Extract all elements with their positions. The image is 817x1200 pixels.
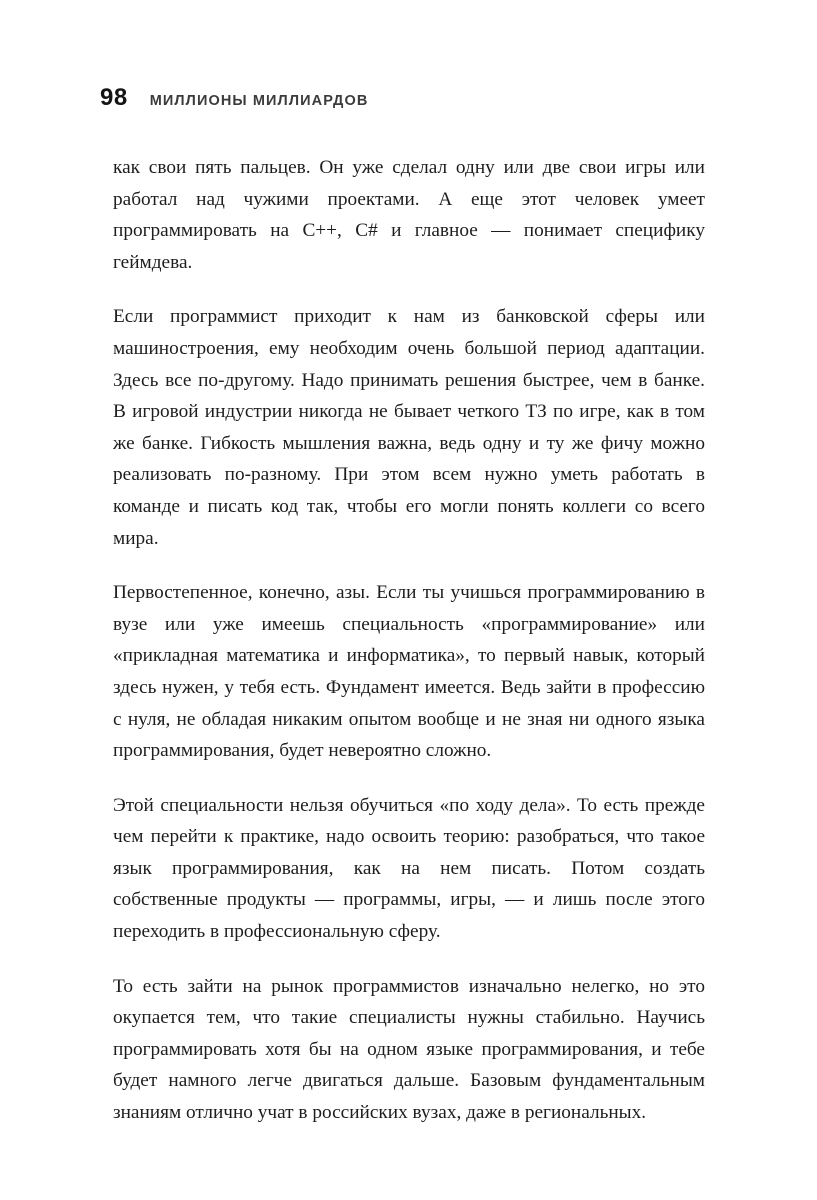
paragraph: Этой специальности нельзя обучиться «по ходу дела». То есть прежде чем перейти к практике, надо освоить теорию: разобраться, что такое язык программирования, как на нем писать. Потом создать собственные продукты — программы, игры, — и лишь после этого переходить в профессиональную сферу.	[113, 794, 705, 943]
paragraph: как свои пять пальцев. Он уже сделал одну или две свои игры или работал над чужими проектами. А еще этот человек умеет программировать на C++, C# и главное — понимает специфику геймдева.	[113, 157, 705, 273]
running-title: МИЛЛИОНЫ МИЛЛИАРДОВ	[149, 93, 369, 109]
paragraph: То есть зайти на рынок программистов изначально нелегко, но это окупается тем, что такие специалисты нужны стабильно. Научись программировать хотя бы на одном языке программирования, и тебе будет намного легче двигаться дальше. Базовым фундаментальным знаниям отлично учат в российских вузах, даже в региональных.	[113, 975, 705, 1124]
paragraph: Первостепенное, конечно, азы. Если ты учишься программированию в вузе или уже имеешь специальность «программирование» или «прикладная математика и информатика», то первый навык, который здесь нужен, у тебя есть. Фундамент имеется. Ведь зайти в профессию с нуля, не обладая никаким опытом вообще и не зная ни одного языка программирования, будет невероятно сложно.	[113, 582, 705, 762]
body-text	[113, 152, 705, 1129]
page-number: 98	[100, 84, 128, 111]
paragraph: Если программист приходит к нам из банковской сферы или машиностроения, ему необходим очень большой период адаптации. Здесь все по-другому. Надо принимать решения быстрее, чем в банке. В игровой индустрии никогда не бывает четкого ТЗ по игре, как в том же банке. Гибкость мышления важна, ведь одну и ту же фичу можно реализовать по-разному. При этом всем нужно уметь работать в команде и писать код так, чтобы его могли понять коллеги со всего мира.	[113, 306, 705, 549]
page-header	[100, 84, 717, 112]
